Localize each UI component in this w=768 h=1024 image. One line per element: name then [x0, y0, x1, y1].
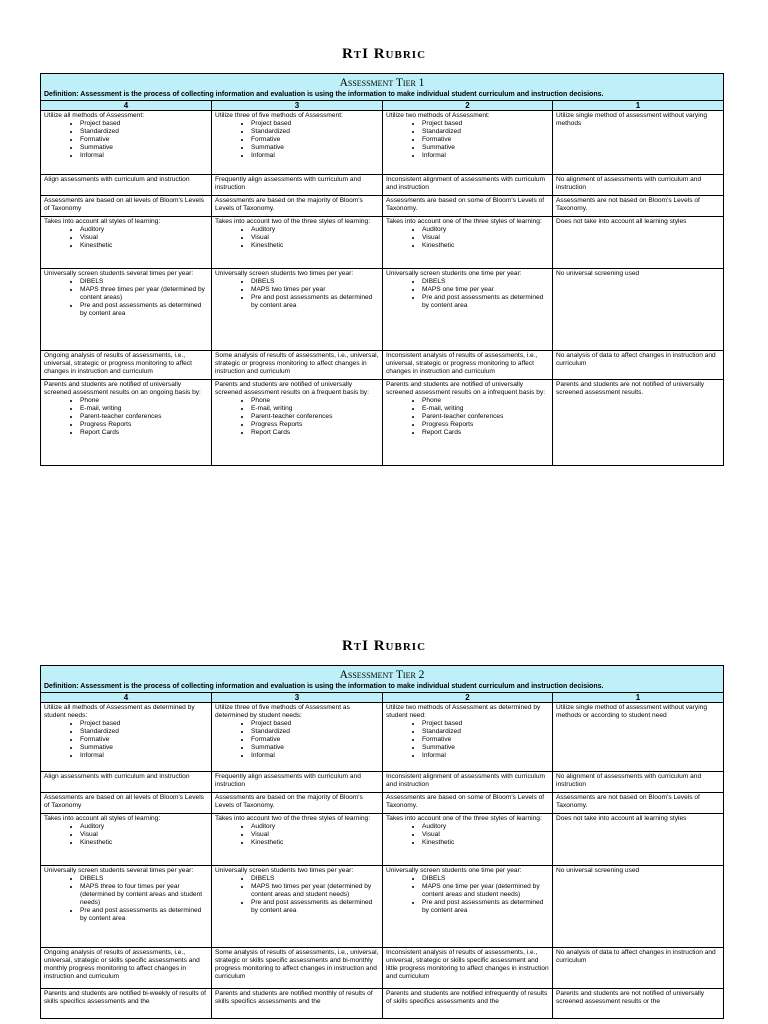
cell-text: Utilize two methods of Assessment:	[386, 112, 490, 119]
bullet-item: • Progress Reports	[80, 421, 208, 429]
cell-text: No analysis of data to affect changes in instruction and curriculum	[556, 352, 716, 367]
score-header: 3	[212, 693, 383, 703]
rubric-cell	[383, 217, 553, 269]
bullet-item: • DIBELS	[422, 875, 549, 883]
bullet-item: • Standardized	[422, 728, 549, 736]
rubric-cell	[383, 175, 553, 196]
rubric-cell	[383, 989, 553, 1019]
bullet-item: • Summative	[80, 144, 208, 152]
rubric-cell	[553, 351, 724, 380]
bullet-item: • DIBELS	[80, 875, 208, 883]
cell-text: Universally screen students two times per year:	[215, 270, 354, 277]
bullet-item: • Pre and post assessments as determined by content area	[422, 294, 549, 310]
bullet-list	[215, 397, 379, 437]
cell-text: Parents and students are notified of universally screened assessment results on a frequent basis by:	[215, 381, 369, 396]
bullet-item: • Auditory	[80, 823, 208, 831]
bullet-item: • Informal	[422, 752, 549, 760]
cell-text: Parents and students are notified bi-weekly of results of skills specifics assessments and the	[44, 990, 207, 1005]
rubric-cell	[212, 793, 383, 814]
rubric-cell	[41, 351, 212, 380]
bullet-item: • Pre and post assessments as determined by content area	[80, 302, 208, 318]
bullet-item: • Progress Reports	[251, 421, 379, 429]
bullet-item: • Informal	[422, 152, 549, 160]
score-header: 1	[553, 693, 724, 703]
bullet-item: • Project based	[422, 720, 549, 728]
rubric-cell	[383, 772, 553, 793]
bullet-list	[386, 397, 549, 437]
rubric-cell	[41, 989, 212, 1019]
bullet-item: • Standardized	[80, 128, 208, 136]
bullet-item: • DIBELS	[80, 278, 208, 286]
bullet-item: • MAPS three to four times per year (determined by content areas and student needs)	[80, 883, 208, 907]
rubric-cell	[212, 380, 383, 466]
bullet-item: • Formative	[80, 736, 208, 744]
bullet-item: • E-mail, writing	[422, 405, 549, 413]
cell-text: Inconsistent alignment of assessments with curriculum and instruction	[386, 773, 546, 788]
tier-title: Assessment Tier 2	[339, 669, 425, 681]
bullet-item: • Kinesthetic	[251, 839, 379, 847]
bullet-item: • Auditory	[80, 226, 208, 234]
rubric-cell	[41, 380, 212, 466]
cell-text: Utilize single method of assessment without varying methods	[556, 112, 707, 127]
bullet-list	[386, 720, 549, 760]
cell-text: Utilize all methods of Assessment:	[44, 112, 145, 119]
bullet-list	[386, 120, 549, 160]
rubric-cell	[383, 814, 553, 866]
cell-text: Parents and students are notified of universally screened assessment results on a infrequent basis by:	[386, 381, 546, 396]
rubric-cell	[383, 269, 553, 351]
rubric-cell	[553, 196, 724, 217]
tier-header-row	[41, 666, 724, 693]
bullet-item: • Standardized	[422, 128, 549, 136]
bullet-item: • MAPS two times per year (determined by content areas and student needs)	[251, 883, 379, 899]
cell-text: Some analysis of results of assessments, i.e., universal, strategic or progress monitoring to affect changes in instruction and curriculum	[215, 352, 379, 375]
cell-text: Inconsistent analysis of results of assessments, i.e., universal, strategic or progress monitoring to affect changes in instruction and curriculum	[386, 352, 538, 375]
bullet-item: • Visual	[251, 234, 379, 242]
rubric-cell	[41, 948, 212, 989]
bullet-list	[386, 875, 549, 915]
rubric-cell	[41, 793, 212, 814]
rubric-row	[41, 175, 724, 196]
bullet-item: • Standardized	[251, 728, 379, 736]
score-header: 1	[553, 101, 724, 111]
bullet-list	[215, 120, 379, 160]
bullet-list	[44, 720, 208, 760]
rubric-cell	[383, 196, 553, 217]
cell-text: Assessments are not based on Bloom's Levels of Taxonomy.	[556, 794, 700, 809]
bullet-item: • Progress Reports	[422, 421, 549, 429]
bullet-item: • Formative	[251, 736, 379, 744]
bullet-item: • Report Cards	[80, 429, 208, 437]
bullet-item: • MAPS one time per year	[422, 286, 549, 294]
bullet-item: • Auditory	[422, 226, 549, 234]
bullet-list	[215, 278, 379, 310]
score-header: 4	[41, 101, 212, 111]
rubric-row	[41, 989, 724, 1019]
score-header: 2	[383, 693, 553, 703]
bullet-item: • Project based	[422, 120, 549, 128]
rubric-cell	[212, 351, 383, 380]
rubric-row	[41, 196, 724, 217]
bullet-item: • Standardized	[251, 128, 379, 136]
cell-text: Ongoing analysis of results of assessments, i.e., universal, strategic or progress monitoring to affect changes in instruction and curriculum	[44, 352, 192, 375]
bullet-item: • Formative	[422, 736, 549, 744]
rubric-table	[40, 73, 724, 466]
rubric-cell	[212, 703, 383, 772]
rubric-cell	[212, 269, 383, 351]
bullet-item: • Phone	[251, 397, 379, 405]
bullet-list	[44, 397, 208, 437]
rubric-row	[41, 866, 724, 948]
bullet-item: • Visual	[251, 831, 379, 839]
bullet-item: • Parent-teacher conferences	[422, 413, 549, 421]
rubric-cell	[553, 269, 724, 351]
bullet-list	[44, 226, 208, 250]
rubric-cell	[41, 703, 212, 772]
rubric-cell	[553, 793, 724, 814]
cell-text: Assessments are based on the majority of Bloom's Levels of Taxonomy.	[215, 197, 363, 212]
cell-text: Assessments are based on some of Bloom's Levels of Taxonomy.	[386, 794, 545, 809]
rubric-cell	[553, 175, 724, 196]
tier-header-row	[41, 74, 724, 101]
rubric-cell	[553, 703, 724, 772]
cell-text: Some analysis of results of assessments, i.e., universal, strategic or skills specific assessments and bi-monthly progress monitoring to affect changes in instruction and curriculum	[215, 949, 379, 980]
cell-text: Parents and students are not notified of universally screened assessment results.	[556, 381, 705, 396]
bullet-item: • Project based	[80, 120, 208, 128]
rubric-cell	[553, 814, 724, 866]
cell-text: Utilize all methods of Assessment as determined by student needs:	[44, 704, 195, 719]
bullet-item: • Report Cards	[251, 429, 379, 437]
bullet-list	[215, 226, 379, 250]
cell-text: Takes into account two of the three styles of learning:	[215, 218, 371, 225]
bullet-list	[215, 720, 379, 760]
rubric-cell	[41, 866, 212, 948]
score-header: 4	[41, 693, 212, 703]
rubric-cell	[212, 772, 383, 793]
bullet-item: • Kinesthetic	[80, 242, 208, 250]
cell-text: Parents and students are notified infrequently of results of skills specifics assessments and the	[386, 990, 548, 1005]
cell-text: Utilize single method of assessment without varying methods or according to student need	[556, 704, 707, 719]
bullet-item: • Kinesthetic	[80, 839, 208, 847]
bullet-item: • Summative	[251, 144, 379, 152]
cell-text: Takes into account all styles of learning:	[44, 218, 161, 225]
tier-definition: Definition: Assessment is the process of collecting information and evaluation is using the information to make individual student curriculum and instruction decisions.	[44, 683, 604, 690]
bullet-item: • MAPS one time per year (determined by content areas and student needs)	[422, 883, 549, 899]
bullet-item: • Pre and post assessments as determined by content area	[251, 294, 379, 310]
bullet-list	[386, 226, 549, 250]
bullet-list	[44, 120, 208, 160]
tier-definition: Definition: Assessment is the process of collecting information and evaluation is using the information to make individual student curriculum and instruction decisions.	[44, 91, 604, 98]
cell-text: Takes into account one of the three styles of learning:	[386, 815, 542, 822]
bullet-item: • E-mail, writing	[251, 405, 379, 413]
rubric-row	[41, 793, 724, 814]
bullet-item: • Auditory	[251, 823, 379, 831]
bullet-item: • Pre and post assessments as determined by content area	[80, 907, 208, 923]
cell-text: Frequently align assessments with curriculum and instruction	[215, 773, 361, 788]
cell-text: Universally screen students one time per year:	[386, 867, 522, 874]
rubric-cell	[212, 866, 383, 948]
bullet-item: • Formative	[251, 136, 379, 144]
cell-text: Universally screen students several times per year:	[44, 867, 194, 874]
bullet-item: • MAPS three times per year (determined by content areas)	[80, 286, 208, 302]
rubric-cell	[383, 703, 553, 772]
cell-text: Universally screen students one time per year:	[386, 270, 522, 277]
cell-text: Universally screen students several times per year:	[44, 270, 194, 277]
score-header-row	[41, 693, 724, 703]
bullet-item: • Parent-teacher conferences	[80, 413, 208, 421]
cell-text: No universal screening used	[556, 270, 640, 277]
tier-header	[41, 74, 724, 101]
rubric-cell	[212, 217, 383, 269]
cell-text: No universal screening used	[556, 867, 640, 874]
bullet-item: • Project based	[251, 720, 379, 728]
cell-text: Parents and students are notified of universally screened assessment results on an ongoing basis by:	[44, 381, 201, 396]
rubric-row	[41, 111, 724, 175]
cell-text: Align assessments with curriculum and instruction	[44, 176, 190, 183]
bullet-item: • Visual	[422, 234, 549, 242]
cell-text: No analysis of data to affect changes in instruction and curriculum	[556, 949, 716, 964]
cell-text: Align assessments with curriculum and instruction	[44, 773, 190, 780]
cell-text: Assessments are based on all levels of Bloom's Levels of Taxonomy	[44, 794, 204, 809]
bullet-item: • Visual	[80, 234, 208, 242]
rubric-row	[41, 217, 724, 269]
cell-text: Frequently align assessments with curriculum and instruction	[215, 176, 361, 191]
score-header: 3	[212, 101, 383, 111]
bullet-item: • E-mail, writing	[80, 405, 208, 413]
rubric-cell	[41, 772, 212, 793]
cell-text: Utilize three of five methods of Assessment:	[215, 112, 343, 119]
tier-title: Assessment Tier 1	[339, 77, 425, 89]
bullet-list	[386, 823, 549, 847]
cell-text: No alignment of assessments with curriculum and instruction	[556, 773, 702, 788]
rubric-cell	[383, 948, 553, 989]
cell-text: Ongoing analysis of results of assessments, i.e., universal, strategic or skills specific assessments and monthly progress monitoring to affect changes in instruction and curriculum	[44, 949, 200, 980]
rubric-row	[41, 269, 724, 351]
rubric-cell	[553, 866, 724, 948]
bullet-item: • Phone	[422, 397, 549, 405]
score-header-row	[41, 101, 724, 111]
bullet-item: • Summative	[422, 744, 549, 752]
bullet-item: • DIBELS	[251, 278, 379, 286]
bullet-list	[215, 823, 379, 847]
bullet-list	[44, 875, 208, 923]
cell-text: Parents and students are notified monthly of results of skills specifics assessments and the	[215, 990, 373, 1005]
bullet-item: • Informal	[80, 752, 208, 760]
bullet-item: • Kinesthetic	[422, 839, 549, 847]
bullet-item: • Report Cards	[422, 429, 549, 437]
bullet-item: • Informal	[251, 752, 379, 760]
cell-text: Inconsistent alignment of assessments with curriculum and instruction	[386, 176, 546, 191]
cell-text: Takes into account all styles of learning:	[44, 815, 161, 822]
rubric-cell	[212, 111, 383, 175]
rubric-cell	[41, 269, 212, 351]
bullet-item: • Visual	[80, 831, 208, 839]
bullet-item: • Auditory	[251, 226, 379, 234]
rubric-cell	[553, 111, 724, 175]
rubric-cell	[41, 111, 212, 175]
rubric-cell	[383, 111, 553, 175]
rubric-cell	[41, 217, 212, 269]
bullet-item: • Kinesthetic	[422, 242, 549, 250]
cell-text: Does not take into account all learning styles	[556, 218, 687, 225]
cell-text: Takes into account two of the three styles of learning:	[215, 815, 371, 822]
bullet-item: • Auditory	[422, 823, 549, 831]
rubric-cell	[212, 989, 383, 1019]
bullet-item: • Informal	[80, 152, 208, 160]
cell-text: Parents and students are not notified of universally screened assessment results or the	[556, 990, 705, 1005]
cell-text: Assessments are based on the majority of Bloom's Levels of Taxonomy.	[215, 794, 363, 809]
bullet-item: • Formative	[422, 136, 549, 144]
bullet-item: • Standardized	[80, 728, 208, 736]
bullet-list	[215, 875, 379, 915]
rubric-cell	[383, 866, 553, 948]
rubric-cell	[553, 772, 724, 793]
rubric-row	[41, 948, 724, 989]
score-header: 2	[383, 101, 553, 111]
document-title: RtI Rubric	[341, 46, 427, 62]
rubric-row	[41, 380, 724, 466]
rubric-cell	[212, 196, 383, 217]
rubric-cell	[41, 175, 212, 196]
rubric-row	[41, 703, 724, 772]
bullet-item: • DIBELS	[422, 278, 549, 286]
bullet-list	[44, 823, 208, 847]
bullet-item: • Project based	[251, 120, 379, 128]
bullet-list	[44, 278, 208, 318]
cell-text: Inconsistent analysis of results of assessments, i.e., universal, strategic or skills specific assessment and little progress monitoring to affect changes in instruction and curriculum	[386, 949, 549, 980]
bullet-item: • Project based	[80, 720, 208, 728]
bullet-item: • Formative	[80, 136, 208, 144]
bullet-item: • Pre and post assessments as determined by content area	[422, 899, 549, 915]
rubric-cell	[553, 380, 724, 466]
rubric-cell	[212, 175, 383, 196]
bullet-item: • Visual	[422, 831, 549, 839]
bullet-list	[386, 278, 549, 310]
cell-text: Assessments are not based on Bloom's Levels of Taxonomy.	[556, 197, 700, 212]
rubric-cell	[41, 814, 212, 866]
tier-header	[41, 666, 724, 693]
cell-text: Takes into account one of the three styles of learning:	[386, 218, 542, 225]
rubric-row	[41, 351, 724, 380]
cell-text: Utilize two methods of Assessment as determined by student need:	[386, 704, 541, 719]
cell-text: Assessments are based on some of Bloom's Levels of Taxonomy.	[386, 197, 545, 212]
rubric-cell	[553, 989, 724, 1019]
rubric-cell	[383, 380, 553, 466]
bullet-item: • Kinesthetic	[251, 242, 379, 250]
tier1-section	[0, 44, 768, 436]
bullet-item: • Summative	[422, 144, 549, 152]
bullet-item: • Pre and post assessments as determined by content area	[251, 899, 379, 915]
cell-text: Universally screen students two times per year:	[215, 867, 354, 874]
rubric-row	[41, 772, 724, 793]
bullet-item: • DIBELS	[251, 875, 379, 883]
rubric-cell	[41, 196, 212, 217]
rubric-cell	[383, 351, 553, 380]
rubric-row	[41, 814, 724, 866]
bullet-item: • Phone	[80, 397, 208, 405]
bullet-item: • Informal	[251, 152, 379, 160]
rubric-cell	[212, 948, 383, 989]
rubric-cell	[553, 217, 724, 269]
cell-text: No alignment of assessments with curriculum and instruction	[556, 176, 702, 191]
bullet-item: • Summative	[80, 744, 208, 752]
document-title: RtI Rubric	[341, 638, 427, 654]
bullet-item: • Summative	[251, 744, 379, 752]
rubric-cell	[383, 793, 553, 814]
cell-text: Assessments are based on all levels of Bloom's Levels of Taxonomy	[44, 197, 204, 212]
bullet-item: • MAPS two times per year	[251, 286, 379, 294]
rubric-cell	[212, 814, 383, 866]
tier2-section	[0, 636, 768, 1005]
cell-text: Does not take into account all learning styles	[556, 815, 687, 822]
bullet-item: • Parent-teacher conferences	[251, 413, 379, 421]
rubric-cell	[553, 948, 724, 989]
rubric-table	[40, 665, 724, 1019]
cell-text: Utilize three of five methods of Assessment as determined by student needs:	[215, 704, 350, 719]
